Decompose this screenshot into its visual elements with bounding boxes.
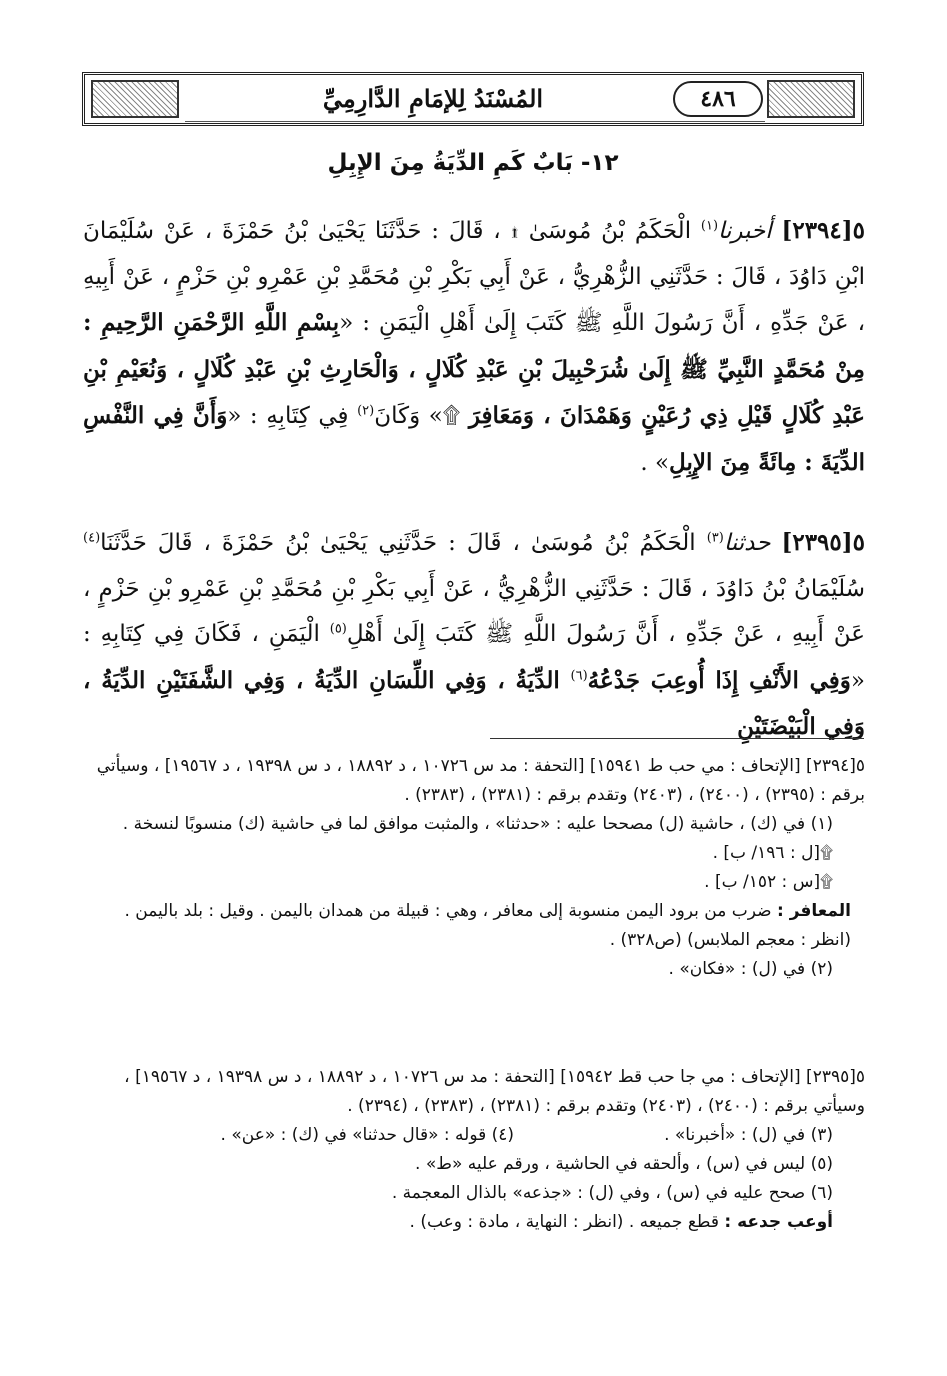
- takhrij-note: ٥[٢٣٩٤] [الإتحاف : مي حب ط ١٥٩٤١] [التحفة : مد س ١٠٧٢٦ ، د ١٨٨٩٢ ، د س ١٩٣٩٨ ، د ١٩٥٦٧] ، وسيأتي برقم : (٢٣٩٥) ، (٢٤٠٠) ، (٢٤٠٣) وتقدم برقم : (٢٣٨١) ، (٢٣٨٣) .: [96, 756, 865, 805]
- footnote-ref: (٤): [83, 530, 101, 546]
- footnotes-2395: [83, 1063, 865, 1237]
- hadith-text: » .: [640, 449, 670, 476]
- folio-note-1: ۩[ل : ١٩٦/ ب] .: [712, 843, 833, 863]
- hadith-text: الْحَكَمُ بْنُ مُوسَىٰ ۩ ، قَالَ : حَدَّثَنَا يَحْيَىٰ بْنُ حَمْزَةَ ، عَنْ سُلَيْمَانَ ابْنِ دَاوُدَ ، قَالَ : حَدَّثَنِي الزُّهْرِيُّ ، عَنْ أَبِي بَكْرِ بْنِ مُحَمَّدِ بْنِ عَمْرِو بْنِ حَزْمٍ ، عَنْ أَبِيهِ ، عَنْ جَدِّهِ ، أَنَّ رَسُولَ اللَّهِ ﷺ كَتَبَ إِلَىٰ أَهْلِ الْيَمَنِ : «: [83, 218, 865, 336]
- footnotes-2394: [83, 752, 865, 984]
- gloss-note: [83, 897, 865, 955]
- gloss-term: أوعب جدعه :: [724, 1212, 833, 1232]
- hadith-matn: بِسْمِ اللَّهِ الرَّحْمَنِ الرَّحِيمِ : مِنْ مُحَمَّدٍ النَّبِيِّ ﷺ إِلَىٰ شُرَحْبِيلَ بْنِ عَبْدِ كُلَالٍ ، وَالْحَارِثِ بْنِ عَبْدِ كُلَالٍ ، وَنُعَيْمِ بْنِ عَبْدِ كُلَالٍ قَيْلِ ذِي رُعَيْنٍ وَهَمْدَانَ ، وَمَعَافِرَ: [83, 309, 865, 429]
- header-ornament-left: [91, 80, 179, 118]
- hadith-text: الْحَكَمُ بْنُ مُوسَىٰ ، قَالَ : حَدَّثَنِي يَحْيَىٰ بْنُ حَمْزَةَ ، قَالَ حَدَّثَنَا: [100, 530, 696, 556]
- footnote-row: [83, 1121, 865, 1150]
- hadith-text: سُلَيْمَانُ بْنُ دَاوُدَ ، قَالَ : حَدَّثَنِي الزُّهْرِيُّ ، عَنْ أَبِي بَكْرِ بْنِ مُحَمَّدِ بْنِ عَمْرِو بْنِ حَزْمٍ ، عَنْ أَبِيهِ ، عَنْ جَدِّهِ ، أَنَّ رَسُولَ اللَّهِ ﷺ كَتَبَ إِلَىٰ أَهْلِ: [83, 575, 865, 647]
- footnote-ref: (٦): [570, 667, 588, 683]
- hadith-verb: أخبرنا: [718, 218, 772, 244]
- footnote-ref: (١): [700, 218, 719, 234]
- footnote-ref: (٣): [706, 530, 724, 546]
- gloss-note: [83, 1208, 865, 1237]
- page-number: ٤٨٦: [673, 81, 763, 117]
- hadith-text: الْيَمَنِ ، فَكَانَ فِي كِتَابِهِ : «: [83, 621, 865, 694]
- hadith-matn: وَأَنَّ فِي النَّفْسِ الدِّيَةَ : مِائَةً مِنَ الإِبِلِ: [83, 402, 865, 476]
- footnote-6: (٦) صحح عليه في (س) ، وفي (ل) : «جذعه» بالذال المعجمة .: [391, 1183, 833, 1203]
- footnote-separator: [490, 738, 864, 739]
- gloss-term: المعافر :: [776, 901, 851, 921]
- hadith-2395: [83, 520, 865, 751]
- hadith-matn: وَفِي الأَنْفِ إِذَا أُوعِبَ جَدْعُهُ: [587, 666, 851, 694]
- hadith-text: ۩» وَكَانَ: [374, 403, 469, 429]
- hadith-number: ٥[٢٣٩٥]: [781, 529, 866, 556]
- gloss-text: قطع جميعه . (انظر : النهاية ، مادة : وعب) .: [409, 1212, 725, 1232]
- hadith-2394: [83, 208, 865, 486]
- footnote-ref: (٢): [357, 403, 375, 419]
- folio-note-2: ۩[س : ١٥٢/ ب] .: [704, 872, 833, 892]
- hadith-matn: الدِّيَةُ ، وَفِي اللِّسَانِ الدِّيَةُ ، وَفِي الشَّفَتَيْنِ الدِّيَةُ ، وَفِي الْبَيْضَتَيْنِ: [83, 666, 865, 740]
- footnote-2: (٢) في (ل) : «فكان» .: [668, 959, 833, 979]
- header-ornament-right: [767, 80, 855, 118]
- chapter-title: ١٢- بَابٌ كَمِ الدِّيَةُ مِنَ الإِبِلِ: [327, 150, 619, 176]
- gloss-text: ضرب من برود اليمن منسوبة إلى معافر ، وهي : قبيلة من همدان باليمن . وقيل : بلد باليمن . (انظر : معجم الملابس) (ص٣٢٨) .: [124, 901, 851, 950]
- footnote-1: (١) في (ك) ، حاشية (ل) مصححا عليه : «حدثنا» ، والمثبت موافق لما في حاشية (ك) منسوبًا لنسخة .: [122, 814, 833, 834]
- running-title: المُسْنَدُ لِلإمَامِ الدَّارِمِيِّ: [322, 84, 544, 113]
- footnote-4: (٤) قوله : «قال حدثنا» في (ك) : «عن» .: [220, 1125, 515, 1145]
- hadith-number: ٥[٢٣٩٤]: [781, 217, 866, 244]
- takhrij-note: ٥[٢٣٩٥] [الإتحاف : مي جا حب قط ١٥٩٤٢] [التحفة : مد س ١٠٧٢٦ ، د ١٨٨٩٢ ، د س ١٩٣٩٨ ، د ١٩٥٦٧] ، وسيأتي برقم : (٢٤٠٠) ، (٢٤٠٣) وتقدم برقم : (٢٣٨١) ، (٢٣٨٣) ، (٢٣٩٤) .: [124, 1067, 865, 1116]
- hadith-verb: حدثنا: [723, 530, 771, 556]
- hadith-text: فِي كِتَابِهِ : «: [227, 403, 358, 429]
- footnote-3: (٣) في (ل) : «أخبرنا» .: [664, 1125, 833, 1145]
- footnote-ref: (٥): [329, 621, 347, 637]
- running-header: [82, 72, 864, 126]
- header-rule: [185, 121, 765, 122]
- footnote-5: (٥) ليس في (س) ، وألحقه في الحاشية ، ورقم عليه «ط» .: [415, 1154, 833, 1174]
